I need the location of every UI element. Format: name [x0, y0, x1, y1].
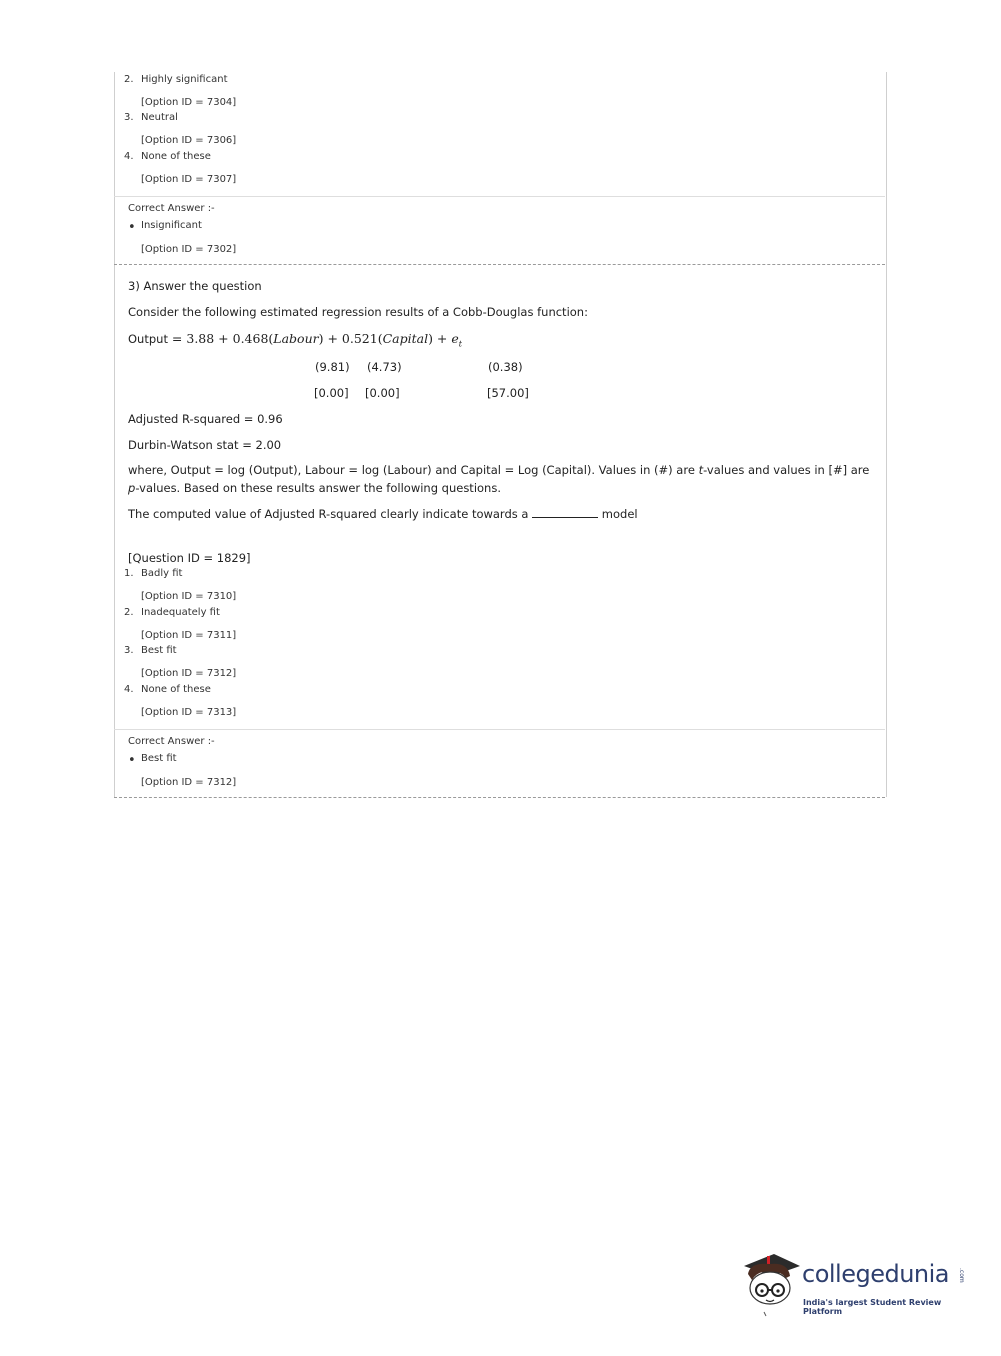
equation-part: = 3.88 + 0.468(	[167, 331, 274, 346]
option-id: [Option ID = 7313]	[141, 707, 237, 718]
p-value: [57.00]	[487, 386, 529, 400]
equation-var: Labour	[273, 331, 319, 346]
correct-answer-label: Insignificant	[141, 220, 202, 231]
question-heading: 3) Answer the question	[128, 279, 262, 293]
where-paragraph	[128, 462, 876, 497]
option-id: [Option ID = 7302]	[141, 244, 237, 255]
option-label: Badly fit	[141, 568, 183, 579]
correct-answer-label: Best fit	[141, 753, 177, 764]
paragraph-italic: p	[128, 480, 136, 495]
option-number: 2.	[124, 74, 134, 85]
t-value: (9.81)	[315, 360, 350, 374]
question-divider	[114, 264, 885, 265]
t-value: (0.38)	[488, 360, 523, 374]
collegedunia-logo	[740, 1248, 970, 1318]
correct-answer-heading: Correct Answer :-	[128, 736, 215, 747]
option-label: None of these	[141, 684, 211, 695]
option-label: Inadequately fit	[141, 607, 220, 618]
option-id: [Option ID = 7312]	[141, 668, 237, 679]
equation-part: ) + 0.521(	[318, 331, 383, 346]
option-id: [Option ID = 7312]	[141, 777, 237, 788]
durbin-watson: Durbin-Watson stat = 2.00	[128, 438, 282, 452]
stem-text: model	[598, 507, 638, 521]
option-number: 2.	[124, 607, 134, 618]
bullet: •	[128, 220, 136, 235]
question-divider	[114, 797, 885, 798]
option-id: [Option ID = 7311]	[141, 630, 237, 641]
option-number: 1.	[124, 568, 134, 579]
option-label: Neutral	[141, 112, 178, 123]
equation-lhs: Output	[128, 332, 168, 346]
option-label: Best fit	[141, 645, 177, 656]
question-id: [Question ID = 1829]	[128, 551, 251, 565]
logo-wordmark: collegedunia	[802, 1260, 950, 1288]
mascot-icon	[740, 1248, 802, 1318]
option-id: [Option ID = 7310]	[141, 591, 237, 602]
question-intro: Consider the following estimated regression results of a Cobb-Douglas function:	[128, 305, 588, 319]
option-label: None of these	[141, 151, 211, 162]
option-id: [Option ID = 7306]	[141, 135, 237, 146]
option-label: Highly significant	[141, 74, 228, 85]
paragraph-italic: t	[698, 463, 704, 477]
stem-text: The computed value of Adjusted R-squared clearly indicate towards a	[128, 507, 533, 521]
logo-tagline: India's largest Student Review Platform	[803, 1298, 942, 1316]
bullet: •	[128, 753, 136, 768]
option-id: [Option ID = 7304]	[141, 97, 237, 108]
equation-error: e	[451, 331, 459, 346]
equation-part: ) +	[428, 331, 452, 346]
logo-com: .com	[958, 1268, 965, 1283]
answer-blank	[532, 507, 598, 518]
paragraph-text: -values. Based on these results answer the following questions.	[135, 480, 501, 495]
t-value: (4.73)	[367, 360, 402, 374]
paragraph-text: -values and values in [#] are	[703, 463, 870, 477]
question-stem	[128, 507, 638, 521]
p-value: [0.00]	[365, 386, 400, 400]
equation-var: Capital	[382, 331, 429, 346]
option-id: [Option ID = 7307]	[141, 174, 237, 185]
option-number: 3.	[124, 645, 134, 656]
divider	[114, 729, 885, 730]
paragraph-text: where, Output = log (Output), Labour = log (Labour) and Capital = Log (Capital). Values in (#) are	[128, 463, 699, 477]
p-value: [0.00]	[314, 386, 349, 400]
option-number: 4.	[124, 684, 134, 695]
divider	[114, 196, 885, 197]
option-number: 3.	[124, 112, 134, 123]
correct-answer-heading: Correct Answer :-	[128, 203, 215, 214]
adjusted-r-squared: Adjusted R-squared = 0.96	[128, 412, 283, 426]
option-number: 4.	[124, 151, 134, 162]
equation-subscript: t	[458, 339, 463, 349]
regression-equation	[128, 331, 462, 349]
